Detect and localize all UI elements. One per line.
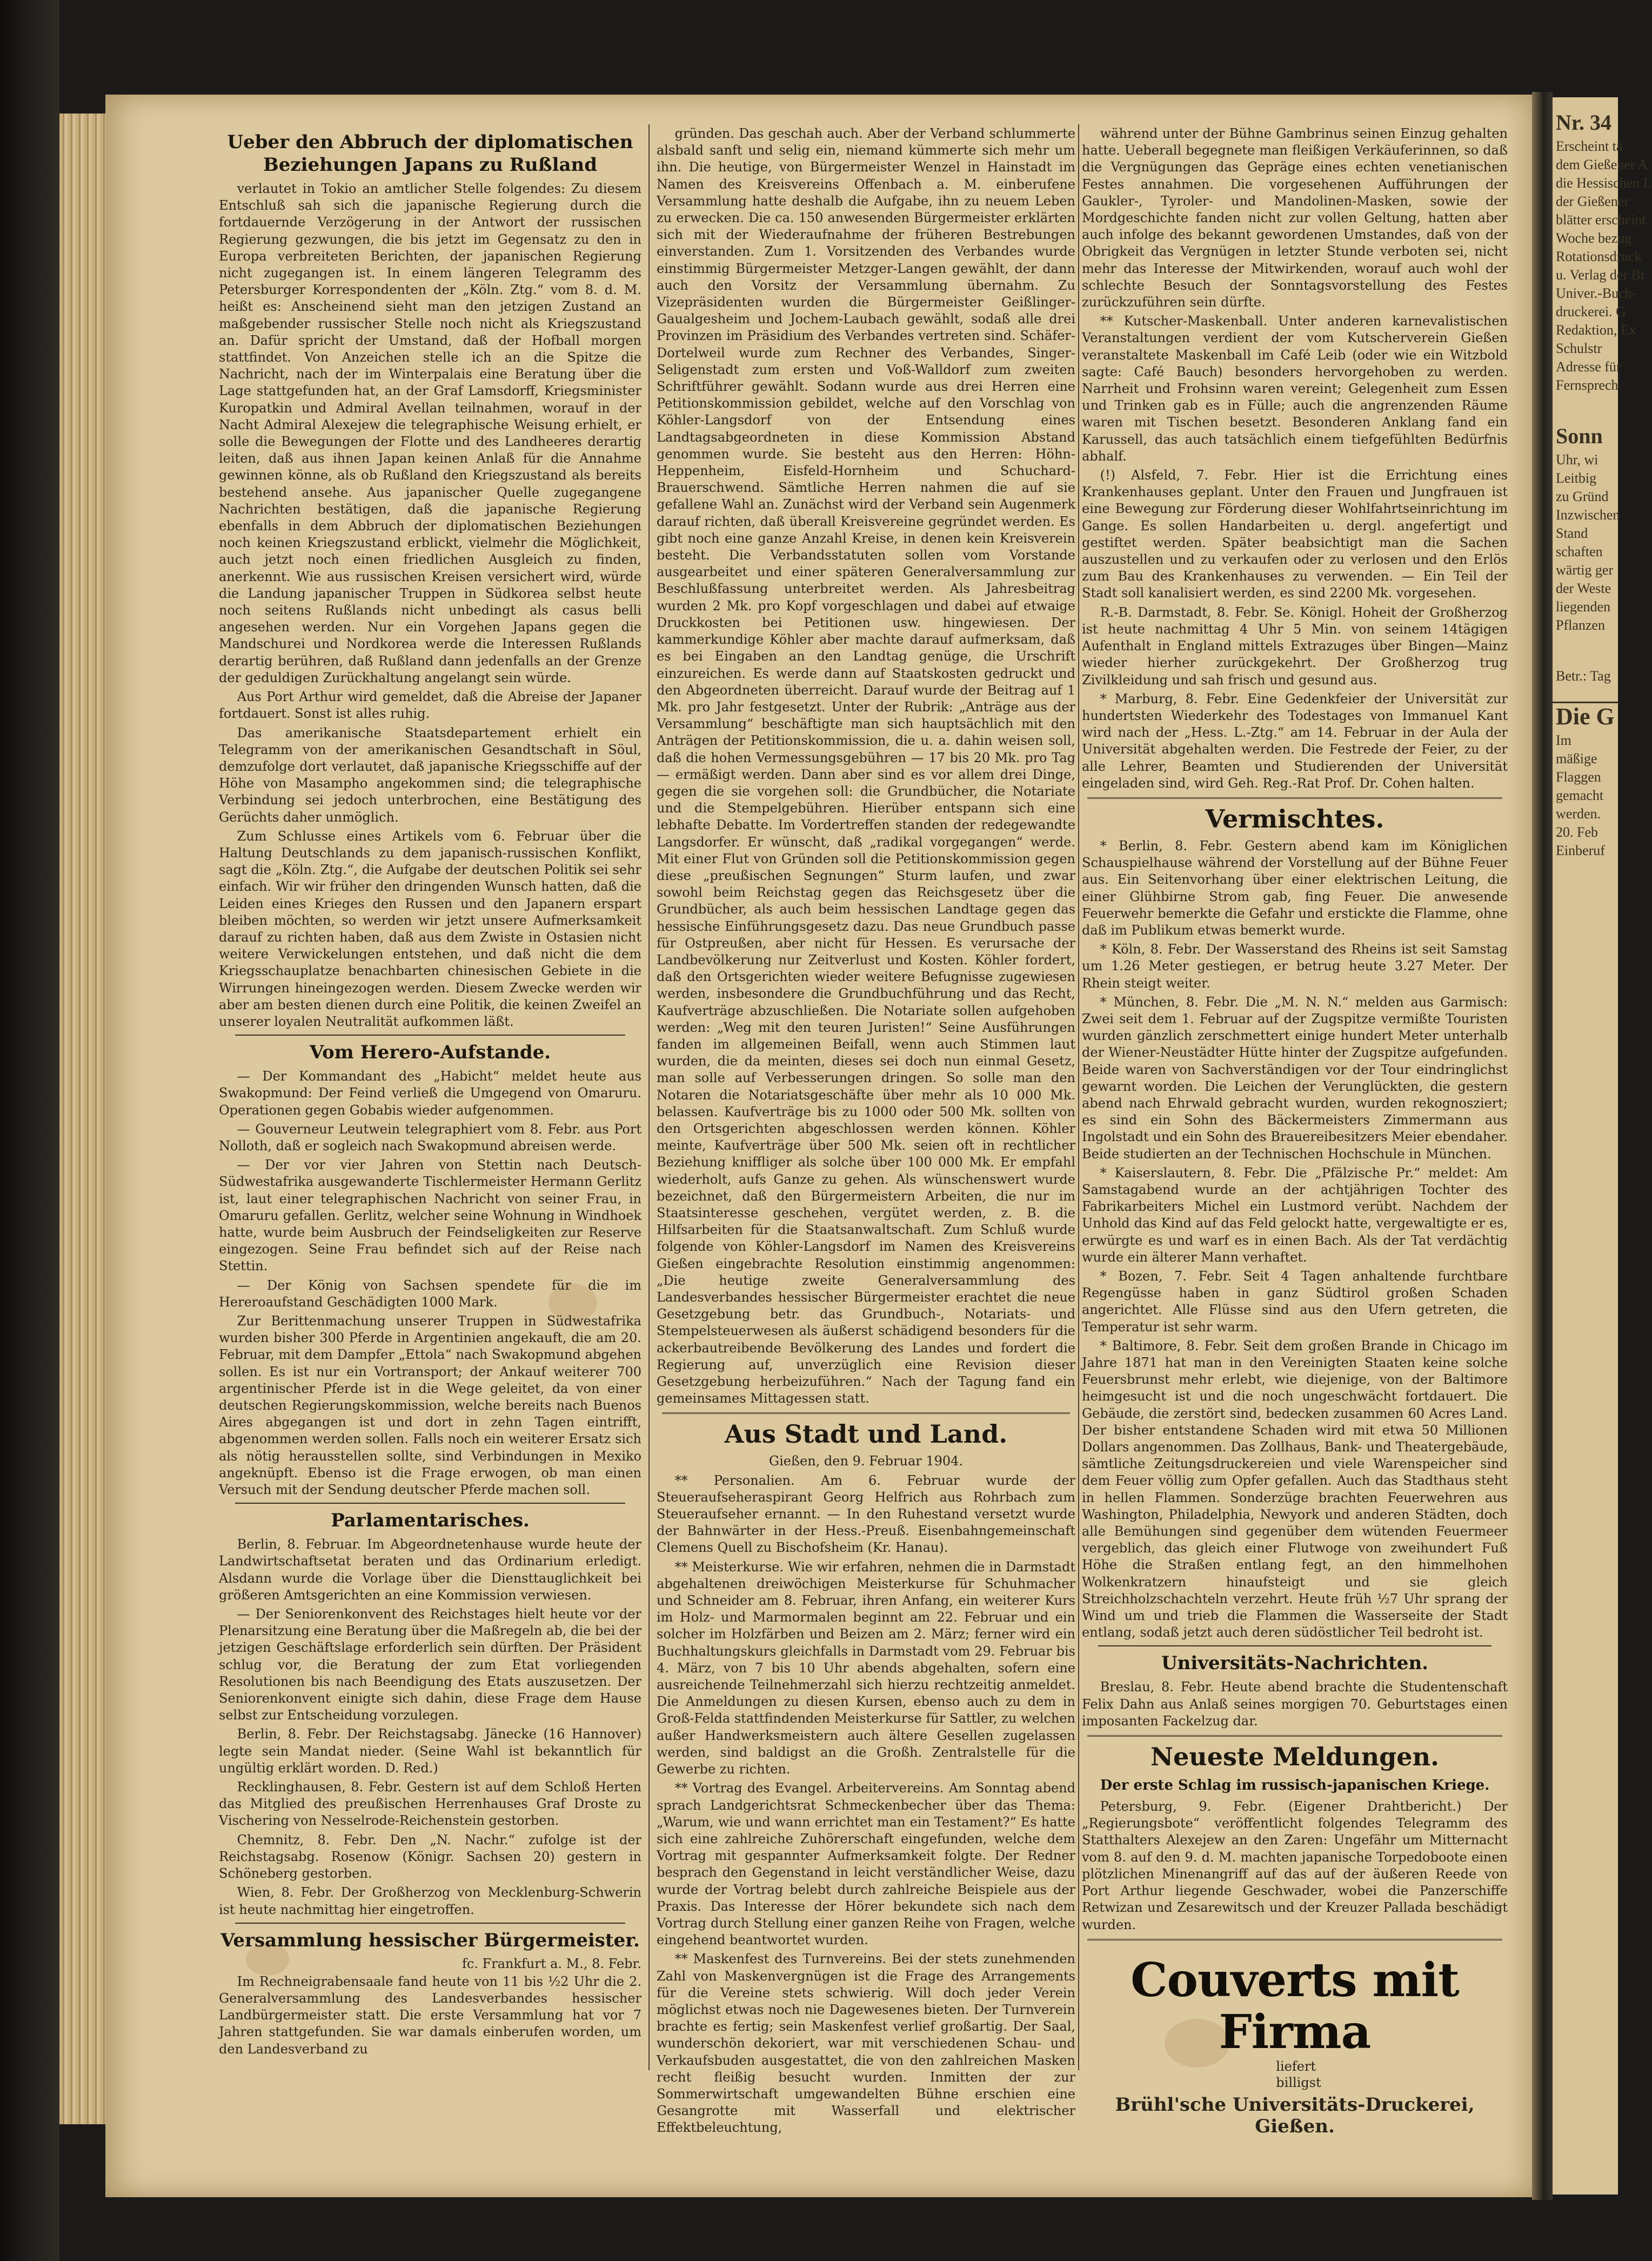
article-paragraph: — Der vor vier Jahren von Stettin nach Deutsch-Südwestafrika ausgewanderte Tischlermeister Hermann Gerlitz ist, laut einer telegraphischen Nachricht von seiner Frau, in Omaruru gefallen. Gerlitz, welcher seine Wohnung in Windhoek hatte, wurde beim Ausbruch der Feindseligkeiten zur Reserve eingezogen. Seine Frau befindet sich auf der Reise nach Stettin. [219,1157,641,1274]
page-stack-edge [59,114,111,2124]
next-page-text: Einberuf [1556,843,1605,858]
next-page-text: zu Gründ [1556,489,1609,504]
next-page-text: wärtig ger [1556,562,1614,578]
next-page-text: schaften [1556,544,1603,559]
section-divider [662,1412,1070,1414]
ad-side-text [1276,2058,1321,2091]
section-divider [1087,1735,1502,1737]
next-page-text: Woche bezug [1556,230,1632,246]
next-page-number: Nr. 34 [1556,110,1611,135]
article-paragraph: * Kaiserslautern, 8. Febr. Die „Pfälzische Pr.“ meldet: Am Samstagabend wurde an der achtjährigen Tochter des Fabrikarbeiters Michel ein Lustmord verübt. Nachdem der Unhold das Kind auf das Feld gelockt hatte, vergewaltigte er es, erwürgte es und warf es in einen Bach. Als der Tat verdächtig wurde ein älterer Mann verhaftet. [1082,1165,1508,1265]
article-paragraph: * München, 8. Febr. Die „M. N. N.“ melden aus Garmisch: Zwei seit dem 1. Februar auf der Zugspitze vermißte Touristen wurden gänzlich zerschmettert einige hundert Meter unterhalb der Wiener-Neustädter Hütte hinter der Zugspitze aufgefunden. Beide waren von Sachverständigen vor der Tour eindringlichst gewarnt worden. Die Leichen der Verunglückten, die gestern abend nach Ehrwald gebracht wurden, wurden rekognosziert; es sind ein Sohn des Bäckermeisters Zimmermann aus Ingolstadt und ein Sohn des Brauereibesitzers Meier ebendaher. Beide studierten an der Technischen Hochschule in München. [1082,994,1508,1162]
article-heading: Vom Herero-Aufstande. [309,1042,551,1064]
article-paragraph: — Der Kommandant des „Habicht“ meldet heute aus Swakopmund: Der Feind verließ die Umgegend von Omaruru. Operationen gegen Gobabis wieder aufgenommen. [219,1069,641,1118]
article-paragraph: Zum Schlusse eines Artikels vom 6. Februar über die Haltung Deutschlands zu dem japanisch-russischen Konflikt, sagt die „Köln. Ztg.“, die Aufgabe der deutschen Politik sei sehr einfach. Wir wir früher den dringenden Wunsch hatten, daß die Leiden eines Krieges den Russen und den Japanern erspart bleiben möchten, so werden wir jetzt unsere Aufmerksamkeit darauf zu richten haben, daß aus dem Zwiste in Ostasien nicht weitere Verwickelungen entstehen, und daß nicht die dem Kriegsschauplatze benachbarten chinesischen Gebiete in die Wirrungen hineingezogen werden. Diesem Zwecke werden wir aber am besten dienen durch eine Politik, die keinen Zweifel an unserer loyalen Neutralität aufkommen läßt. [219,828,641,1029]
section-heading: Neueste Meldungen. [1150,1742,1440,1772]
article-paragraph: * Baltimore, 8. Febr. Seit dem großen Brande in Chicago im Jahre 1871 hat man in den Vereinigten Staaten keine solche Feuersbrunst mehr erlebt, wie diejenige, von der Baltimore heimgesucht ist und die noch ungeschwächt fortdauert. Die Gebäude, die zerstört sind, bedecken zusammen 60 Acres Land. Der bisher entstandene Schaden wird mit etwa 50 Millionen Dollars angenommen. Das Zollhaus, Bank- und Theatergebäude, sämtliche Zeitungsdruckereien und viele Warenspeicher sind dem Feuer völlig zum Opfer gefallen. Auch das Stadthaus steht in hellen Flammen. Sonderzüge brachten Feuerwehren aus Washington, Philadelphia, Newyork und anderen Städten, doch alle Bemühungen sind gegenüber dem wütenden Feuermeer vergeblich, das gleich einer Flutwoge von zweihundert Fuß Höhe die Straßen entlang fegt, an den himmelhohen Wolkenkratzern hinaufsteigt und sie gleich Streichholzschachteln verzehrt. Heute früh ½7 Uhr sprang der Wind um und trieb die Flammen die Wasserseite der Stadt entlang, sodaß jetzt auch deren südöstlicher Teil bedroht ist. [1082,1338,1508,1640]
book-gutter [1532,92,1553,2200]
next-page-text: Erscheint tä [1556,138,1623,154]
next-page-text: der Weste [1556,581,1611,596]
section-heading: Aus Stadt und Land. [724,1419,1008,1449]
article-dateline: fc. Frankfurt a. M., 8. Febr. [462,1956,641,1971]
article-heading: Versammlung hessischer Bürgermeister. [220,1929,640,1951]
article-paragraph: R.-B. Darmstadt, 8. Febr. Se. Königl. Hoheit der Großherzog ist heute nachmittag 4 Uhr 5 Min. von seinem 14tägigen Aufenthalt in England mittels Extrazuges über Bingen—Mainz wieder hierher zurückgekehrt. Der Großherzog trug Zivilkleidung und sah frisch und gesund aus. [1082,604,1508,688]
next-page-text: mäßige [1556,751,1597,766]
next-page-text: druckerei. G [1556,304,1626,319]
article-paragraph: ** Vortrag des Evangel. Arbeitervereins. Am Sonntag abend sprach Landgerichtsrat Schmeckenbecher über das Thema: „Warum, wie und wann errichtet man ein Testament?“ Es hatte sich eine zahlreiche Zuhörerschaft eingefunden, welche dem Vortrag mit gespannter Aufmerksamkeit folgte. Der Redner besprach den Gegenstand in leicht verständlicher Weise, dazu wurde der Vortrag belebt durch zahlreiche Beispiele aus der Praxis. Das Interesse der Hörer bekundete sich nach dem Vortrag durch Stellung einer ganzen Reihe von Fragen, welche eingehend beantwortet wurden. [657,1780,1075,1948]
article-paragraph: während unter der Bühne Gambrinus seinen Einzug gehalten hatte. Ueberall begegnete man fleißigen Verkäuferinnen, so daß die Vergnügungen das Gepräge eines echten venetianischen Festes annahmen. Die vorgesehenen Aufführungen der Gaukler-, Tyroler- und Mandolinen-Masken, sowie der Mordgeschichte fanden nicht zur vollen Geltung, hatten aber auch infolge des bekannt gewordenen Umstandes, daß von der Obrigkeit das Vergnügen in letzter Stunde verboten sei, nicht mehr das Interesse der Mitwirkenden, worauf auch wohl der schlechte Besuch der Sonntagsvorstellung des Festes zurückzuführen sein dürfte. [1082,126,1508,310]
article-paragraph: * Köln, 8. Febr. Der Wasserstand des Rheins ist seit Samstag um 1.26 Meter gestiegen, er betrug heute 3.27 Meter. Der Rhein steigt weiter. [1082,942,1508,991]
article-paragraph: — Der Seniorenkonvent des Reichstages hielt heute vor der Plenarsitzung eine Beratung über die Maßregeln ab, die bei der jetzigen Geschäftslage erforderlich sein dürften. Der Präsident schlug vor, die Beratung der zum Etat vorliegenden Resolutionen bis nach Beendigung des Etats auszusetzen. Der Seniorenkonvent einigte sich dahin, diese Frage dem Hause selbst zur Entscheidung vorzulegen. [219,1606,641,1723]
article-paragraph: Berlin, 8. Febr. Der Reichstagsabg. Jänecke (16 Hannover) legte sein Mandat nieder. (Seine Wahl ist bekanntlich für ungültig erklärt worden. D. Red.) [219,1726,641,1776]
next-page-text: dem Gießener A [1556,157,1648,172]
next-page-text: Schulstr [1556,341,1602,356]
next-page-text: Sonn [1556,424,1603,448]
article-paragraph: — Der König von Sachsen spendete für die im Hereroaufstand Geschädigten 1000 Mark. [219,1277,641,1310]
article-paragraph: * Berlin, 8. Febr. Gestern abend kam im Königlichen Schauspielhause während der Vorstellung auf der Bühne Feuer aus. Ein Seitenvorhang über einer elektrischen Leitung, die einer Glühbirne Strom gab, fing Feuer. Die anwesende Feuerwehr bemerkte die Gefahr und erstickte die Flamme, ohne daß im Publikum etwas bemerkt wurde. [1082,838,1508,938]
article-paragraph: Zur Berittenmachung unserer Truppen in Südwestafrika wurden bisher 300 Pferde in Argentinien angekauft, die am 20. Februar, mit dem Dampfer „Ettola“ nach Swakopmund abgehen sollen. Es ist nur ein Vortransport; der Ankauf weiterer 700 argentinischer Pferde ist in die Wege geleitet, da von einer deutschen Regierungskommission, welche bereits nach Buenos Aires abgegangen ist und dort in zehn Tagen eintrifft, abgenommen werden sollen. Falls noch ein weiterer Ersatz sich als nötig herausstellen sollte, sind Verbindungen in Mexiko angeknüpft. Ebenso ist die Frage erwogen, ob man einen Versuch mit der Sendung deutscher Pferde machen soll. [219,1313,641,1498]
ad-headline: Couverts mit Firma [1131,1952,1459,2059]
section-dateline: Gießen, den 9. Februar 1904. [768,1453,964,1469]
column-rule [648,124,650,2070]
article-paragraph: — Gouverneur Leutwein telegraphiert vom 8. Febr. aus Port Nolloth, daß er sogleich nach Swakopmund abreisen werde. [219,1121,641,1153]
column-3 [1082,125,1508,2137]
article-paragraph: Berlin, 8. Februar. Im Abgeordnetenhause wurde heute der Landwirtschaftsetat beraten und das Ordinarium erledigt. Alsdann wurde die Vorlage über die Diensttauglichkeit bei größeren Amtsgerichten an eine Kommission verwiesen. [219,1537,641,1603]
advertisement [1082,1952,1508,2137]
section-divider [1087,1939,1502,1940]
article-subheading: Der erste Schlag im russisch-japanischen Kriege. [1100,1777,1490,1794]
next-page-text: die Hessischen L [1556,175,1652,191]
next-page-text: Adresse für [1556,359,1621,375]
article-paragraph: Chemnitz, 8. Febr. Den „N. Nachr.“ zufolge ist der Reichstagsabg. Rosenow (Königr. Sachsen 20) gestern in Schöneberg gestorben. [219,1832,641,1882]
next-page-text: Pflanzen [1556,617,1605,633]
article-paragraph: * Marburg, 8. Febr. Eine Gedenkfeier der Universität zur hundertsten Wiederkehr des Todestages von Immanuel Kant wird nach der „Hess. L.-Ztg.“ am 14. Februar in der Aula der Universität abgehalten werden. Die Festrede der Feier, zu der alle Lehrer, Beamten und Studierenden der Universität eingeladen sind, wird Geh. Reg.-Rat Prof. Dr. Cohen halten. [1082,691,1508,791]
article-paragraph: verlautet in Tokio an amtlicher Stelle folgendes: Zu diesem Entschluß sah sich die japanische Regierung durch die fortdauernde Verzögerung in der Antwort der russischen Regierung gezwungen, die bis jetzt im Gegensatz zu den in Europa verbreiteten Berichten, der japanischen Regierung nicht zugegangen ist. In einem längeren Telegramm des Petersburger Korrespondenten der „Köln. Ztg.“ vom 8. d. M. heißt es: Anscheinend sieht man den jetzigen Zustand an maßgebender russischer Stelle noch nicht als Kriegszustand an. Dafür spricht der Umstand, daß der Hofball morgen stattfindet. Von Anzeichen stelle ich an die Spitze die Nachricht, nach der im Winterpalais eine Beratung über die Lage stattgefunden hat, an der Graf Lamsdorff, Kriegsminister Kuropatkin und Admiral Avellan teilnahmen, worauf in der Nacht Admiral Alexejew die telegraphische Weisung erhielt, er solle die Bewegungen der Flotte und des Landheeres derartig leiten, daß aus ihnen Japan keinen Anlaß für die Annahme gewinnen könne, als ob Rußland den Kriegszustand als bereits bestehend ansehe. Aus japanischer Quelle zugegangene Nachrichten bestätigen, daß die japanische Regierung ebenfalls in dem Abbruch der diplomatischen Beziehungen noch keinen Kriegszustand erblickt, vielmehr die Möglichkeit, auch jetzt noch einen friedlichen Ausgleich zu finden, anerkennt. Wie aus russischen Kreisen versichert wird, würde die Landung japanischer Truppen in Südkorea selbst heute noch seitens Rußlands nicht unbedingt als casus belli angesehen werden. Nur ein Vorgehen Japans gegen die Mandschurei und Nordkorea werde die Interessen Rußlands derartig berühren, daß Rußland dann jedenfalls an der Grenze der geduldigen Zurückhaltung angelangt sein würde. [219,181,641,685]
next-page-text: u. Verlag der Br [1556,267,1646,283]
article-paragraph: Wien, 8. Febr. Der Großherzog von Mecklenburg-Schwerin ist heute nachmittag hier eingetroffen. [219,1885,641,1917]
next-page-text: Stand [1556,525,1588,541]
next-page-text: Redaktion, Ex [1556,322,1636,338]
ad-side-line: billigst [1276,2075,1321,2090]
article-heading: Universitäts-Nachrichten. [1161,1652,1428,1675]
next-page-text: Flaggen [1556,769,1601,785]
next-page-text: werden. [1556,806,1601,822]
section-divider [235,1923,625,1924]
section-divider [235,1035,625,1036]
article-paragraph: Petersburg, 9. Febr. (Eigener Drahtbericht.) Der „Regierungsbote“ veröffentlicht folgendes Telegramm des Statthalters Alexejew an den Zaren: Ungefähr um Mitternacht vom 8. auf den 9. d. M. machten japanische Torpedoboote einen plötzlichen Minenangriff auf das auf der äußeren Reede von Port Arthur liegende Geschwader, wobei die Panzerschiffe Retwizan und Zesarewitsch und der Kreuzer Pallada beschädigt wurden. [1082,1799,1508,1932]
column-1 [219,125,641,2057]
next-page-text: Leitbig [1556,470,1597,486]
next-page-text: blätter erscheint [1556,212,1646,228]
article-paragraph: ** Meisterkurse. Wie wir erfahren, nehmen die in Darmstadt abgehaltenen dreiwöchigen Meisterkurse für Schuhmacher und Schneider am 8. Februar, ihren Anfang, ein weiterer Kurs im Holz- und Marmormalen beginnt am 22. Februar und ein solcher im Holzfärben und Beizen am 2. März; ferner wird ein Buchhaltungskurs gleichfalls in Darmstadt vom 29. Februar bis 4. März, von 7 bis 10 Uhr abends abgehalten, sofern eine ausreichende Teilnehmerzahl sich hierzu rechtzeitig anmeldet. Die Anmeldungen zu diesen Kursen, ebenso auch zu dem in Groß-Felda stattfindenden Meisterkurse für Sattler, zu welchen außer Handwerksmeistern auch ältere Gesellen zugelassen werden, sind baldigst an die Großh. Zentralstelle für die Gewerbe zu richten. [657,1559,1075,1777]
article-paragraph: Recklinghausen, 8. Febr. Gestern ist auf dem Schloß Herten das Mitglied des preußischen Herrenhauses Graf Droste zu Vischering von Nesselrode-Reichenstein gestorben. [219,1779,641,1829]
column-rule [1078,124,1079,2070]
next-page-text: Im [1556,732,1571,748]
ad-publisher: Brühl'sche Universitäts-Druckerei, Gießen. [1115,2093,1475,2137]
next-page-text: Uhr, wi [1556,452,1599,468]
book-spine-edge [0,0,59,2261]
next-page-text: der Gießener [1556,194,1629,209]
next-page-text: Die G [1553,702,1618,726]
article-paragraph: Aus Port Arthur wird gemeldet, daß die Abreise der Japaner fortdauert. Sonst ist alles ruhig. [219,689,641,722]
article-paragraph: (!) Alsfeld, 7. Febr. Hier ist die Errichtung eines Krankenhauses geplant. Unter den Frauen und Jungfrauen ist eine Bewegung zur Förderung dieser Wohlfahrtseinrichtung im Gange. Es sollen Handarbeiten u. dergl. angefertigt und gestiftet werden. Später beabsichtigt man die Sachen auszustellen und zu verkaufen oder zu verlosen und den Erlös zum Bau des Krankenhauses zu verwenden. — Ein Teil der Stadt soll kanalisiert werden, es sind 2200 Mk. vorgesehen. [1082,468,1508,601]
next-page-text: Univer.-Buch- [1556,285,1637,301]
section-heading: Vermischtes. [1205,804,1385,833]
column-2 [657,125,1075,2136]
article-heading: Ueber den Abbruch der diplomatischen Beziehungen Japans zu Rußland [227,131,633,176]
next-page-text: liegenden [1556,599,1611,615]
article-paragraph: Im Rechneigrabensaale fand heute von 11 bis ½2 Uhr die 2. Generalversammlung des Landesverbandes hessischer Landbürgermeister statt. Die erste Versammlung hat vor 7 Jahren stattgefunden. Sie war damals einberufen worden, um den Landesverband zu [219,1973,641,2057]
next-page-text: gemacht [1556,788,1604,803]
section-divider [1098,1645,1492,1646]
article-paragraph: ** Kutscher-Maskenball. Unter anderen karnevalistischen Veranstaltungen verdient der vom Kutscherverein Gießen veranstaltete Maskenball im Café Leib (oder wie ein Witzbold sagte: Café Bauch) besonders hervorgehoben zu werden. Narrheit und Frohsinn waren vereint; Gelegenheit zum Essen und Trinken gab es in Fülle; auch die angrenzenden Räume waren mit Tischen besetzt. Besonderen Anklang fand ein Karussell, das auch tatsächlich einem tiefgefühlten Bedürfnis abhalf. [1082,314,1508,464]
article-paragraph: Breslau, 8. Febr. Heute abend brachte die Studentenschaft Felix Dahn aus Anlaß seines morgigen 70. Geburtstages einen imposanten Fackelzug dar. [1082,1679,1508,1729]
article-paragraph: ** Maskenfest des Turnvereins. Bei der stets zunehmenden Zahl von Maskenvergnügen ist die Frage des Arrangements für die Vereine stets schwierig. Will doch jeder Verein möglichst etwas noch nie Dagewesenes bieten. Der Turnverein brachte es fertig; sein Maskenfest verlief großartig. Der Saal, wunderschön dekoriert, war mit verschiedenen Schau- und Verkaufsbuden ausgestattet, die von den zahlreichen Masken recht fleißig besucht wurden. Inmitten der zur Sommerwirtschaft umgewandelten Bühne erschien eine Gesangrotte mit Wasserfall und elektrischer Effektbeleuchtung, [657,1951,1075,2136]
ad-side-line: liefert [1276,2058,1316,2074]
section-divider [1087,797,1502,799]
next-page-text: Betr.: Tag [1556,668,1611,684]
next-page-text: Inzwischen [1556,507,1620,523]
article-heading: Parlamentarisches. [331,1510,530,1532]
next-page-text: 20. Feb [1556,824,1598,840]
article-paragraph: Das amerikanische Staatsdepartement erhielt ein Telegramm von der amerikanischen Gesandtschaft in Söul, demzufolge dort verlautet, daß japanische Kriegsschiffe auf der Höhe von Masampho angekommen sind; die telegraphische Verbindung sei jedoch unterbrochen, eine Bestätigung des Gerüchts daher unmöglich. [219,725,641,825]
next-page-text: Rotationsdruck [1556,249,1642,264]
article-paragraph: ** Personalien. Am 6. Februar wurde der Steueraufseheraspirant Georg Helfrich aus Rohrbach zum Steueraufseher ernannt. — In den Ruhestand versetzt wurde der Bahnwärter in der Hess.-Preuß. Eisenbahngemeinschaft Clemens Quell zu Bischofsheim (Kr. Hanau). [657,1472,1075,1556]
section-divider [235,1503,625,1504]
next-page-fragment [1553,97,1652,2195]
article-paragraph: * Bozen, 7. Febr. Seit 4 Tagen anhaltende furchtbare Regengüsse haben in ganz Südtirol großen Schaden angerichtet. Alle Flüsse sind aus den Ufern getreten, die Temperatur ist sehr warm. [1082,1269,1508,1335]
next-page-text: Fernsprech [1556,377,1618,393]
article-paragraph: gründen. Das geschah auch. Aber der Verband schlummerte alsbald sanft und selig ein, niemand kümmerte sich mehr um ihn. Die heutige, von Bürgermeister Wenzel in Hainstadt im Namen des Kreisvereins Offenbach a. M. einberufene Versammlung hatte deshalb die Aufgabe, ihn zu neuem Leben zu erwecken. Die ca. 150 anwesenden Bürgermeister erklärten sich mit der Wiederaufnahme der früheren Bestrebungen einverstanden. Zum 1. Vorsitzenden des Verbandes wurde einstimmig Bürgermeister Metzger-Langen gewählt, der dann auch den Vorsitz der Versammlung übernahm. Zu Vizepräsidenten wurden die Bürgermeister Geißlinger-Gaualgesheim und Jochem-Laubach gewählt, sodaß alle drei Provinzen im Präsidium des Verbandes vertreten sind. Schäfer-Dortelweil wurde zum Rechner des Verbandes, Singer-Seligenstadt zum ersten und Voß-Walldorf zum zweiten Schriftführer gewählt. Sodann wurde aus drei Herren eine Petitionskommission gebildet, welche auf den Vorschlag von Köhler-Langsdorf von der Entsendung eines Landtagsabgeordneten in diese Kommission Abstand genommen wurde. Sie besteht aus den Herren: Höhn-Heppenheim, Eisfeld-Hornheim und Schuchard-Brauerschwend. Sämtliche Herren nahmen die auf sie gefallene Wahl an. Zunächst wird der Verband sein Augenmerk darauf richten, daß überall Kreisvereine gegründet werden. Es gibt noch eine ganze Anzahl Kreise, in denen kein Kreisverein besteht. Die Verbandsstatuten sollen vom Vorstande ausgearbeitet und einer späteren Generalversammlung zur Beschlußfassung unterbreitet werden. Als Jahresbeitrag wurden 2 Mk. pro Kopf vorgeschlagen und dabei auf etwaige Druckkosten bei Petitionen usw. hingewiesen. Der kammerkundige Köhler aber machte darauf aufmerksam, daß es bei Eingaben an den Landtag genüge, die Urschrift einzureichen. Es werde dann auf Staatskosten gedruckt und den Abgeordneten überreicht. Darauf wurde der Beitrag auf 1 Mk. pro Jahr festgesetzt. Unter der Rubrik: „Anträge aus der Versammlung“ beschäftigte man sich hauptsächlich mit den Anträgen der Petitionskommission, die u. a. dahin weisen soll, daß die hohen Vermessungsgebühren — 17 bis 20 Mk. pro Tag — ermäßigt werden. Dann aber sind es vor allem drei Dinge, gegen die sie vorgehen soll: die Grundbücher, die Notariate und die Stempelgebühren. Hierüber entspann sich eine lebhafte Debatte. Im Vordertreffen standen der redegewandte Langsdorfer. Er wünscht, daß „radikal vorgegangen“ werde. Mit einer Flut von Gründen soll die Petitionskommission gegen diese „preußischen Segnungen“ Sturm laufen, und zwar sowohl beim Reichstag gegen das Reichsgesetz über die Grundbücher, als auch beim hessischen Landtage gegen das hessische Einführungsgesetz dazu. Das neue Grundbuch passe für Ostpreußen, aber nicht für Hessen. Es verursache der Landbevölkerung nur Zeitverlust und Kosten. Köhler fordert, daß den Ortsgerichten wieder weitere Befugnisse zugewiesen werden, insbesondere die Grundbuchführung und das Recht, Kaufverträge abzuschließen. Die Notariate sollen aufgehoben werden: „Weg mit den teuren Juristen!“ Seine Ausführungen fanden im allgemeinen Beifall, wenn auch Stimmen laut wurden, die da meinten, dieses sei doch nun einmal Gesetz, man solle auf Verbesserungen dringen. So solle man den Notaren die Notariatsgeschäfte über mehr als 10 000 Mk. belassen. Kaufverträge bis zu 1000 oder 500 Mk. sollten von den Ortsgerichten abgeschlossen werden können. Köhler meinte, Kaufverträge über 500 Mk. seien oft in rechtlicher Beziehung kniffliger als solche über 100 000 Mk. Er empfahl wiederholt, aufs Ganze zu gehen. Als wünschenswert wurde bezeichnet, daß den Bürgermeistern Arbeiten, die nur im Staatsinteresse geschehen, vergütet werden, z. B. die Hilfsarbeiten für die Staatsanwaltschaft. Zum Schluß wurde folgende von Köhler-Langsdorf im Namen des Kreisvereins Gießen eingebrachte Resolution einstimmig angenommen: „Die heutige zweite Generalversammlung des Landesverbandes hessischer Bürgermeister erachtet die neue Gesetzgebung betr. das Grundbuch-, Notariats- und Stempelsteuerwesen als äußerst schädigend besonders für die ackerbautreibende Bevölkerung des Landes und fordert die Regierung auf, unverzüglich eine Revision dieser Gesetzgebung herbeizuführen.“ Nach der Tagung fand ein gemeinsames Mittagessen statt. [657,126,1075,1406]
